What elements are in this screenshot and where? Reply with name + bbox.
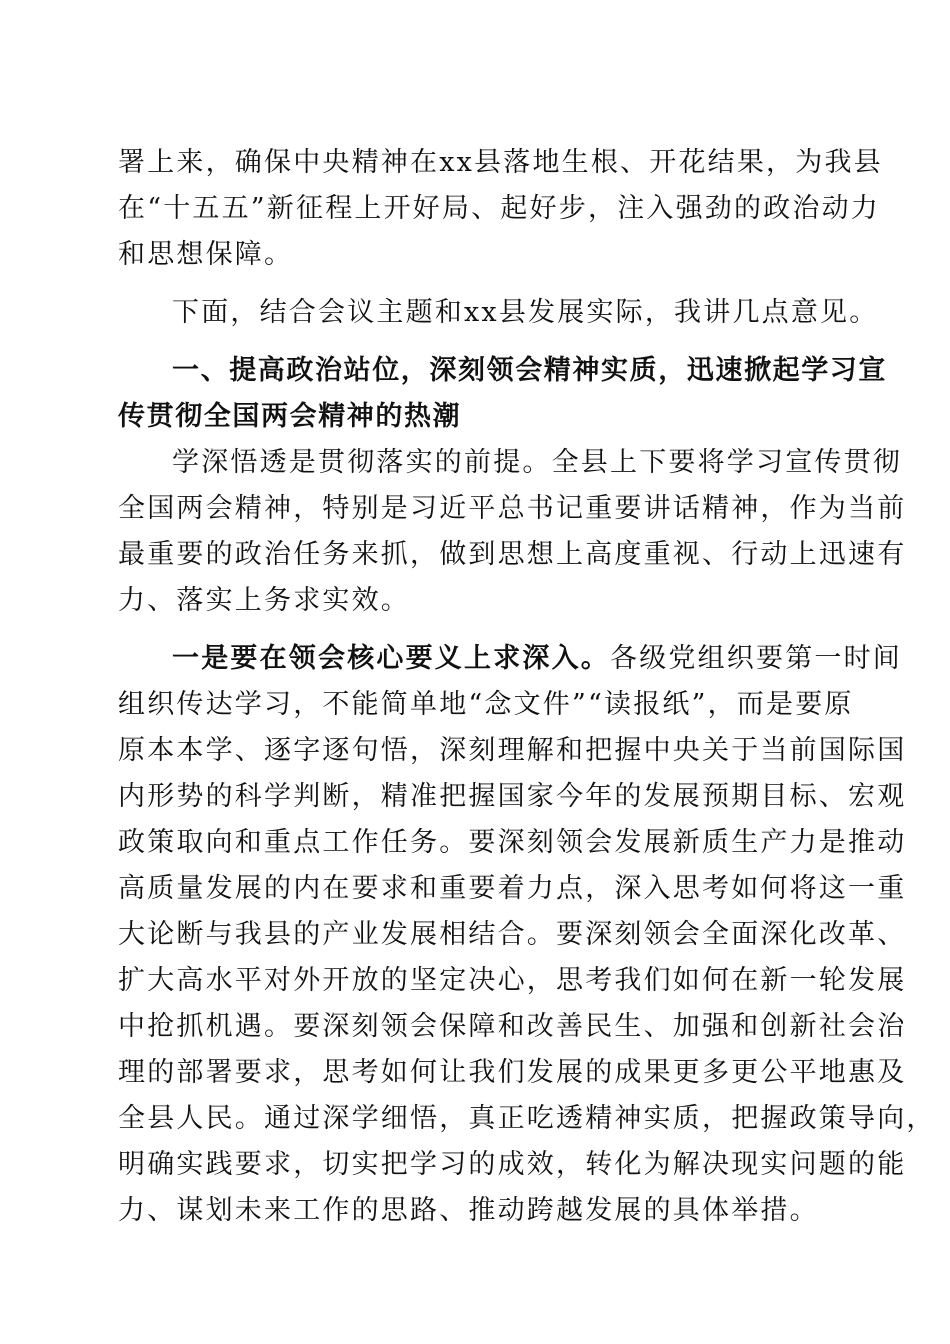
point-line: 力、谋划未来工作的思路、推动跨越发展的具体举措。 [118,1195,819,1226]
point-line: 中抢抓机遇。要深刻领会保障和改善民生、加强和创新社会治 [118,1011,907,1042]
point-line: 原本本学、逐字逐句悟，深刻理解和把握中央关于当前国际国 [118,735,907,766]
point-line: 大论断与我县的产业发展相结合。要深刻领会全面深化改革、 [118,919,907,950]
section-paragraph-line: 学深悟透是贯彻落实的前提。全县上下要将学习宣传贯彻 [172,447,902,478]
section-paragraph-line: 全国两会精神，特别是习近平总书记重要讲话精神，作为当前 [118,493,907,524]
point-lead: 一是要在领会核心要义上求深入。 [172,643,610,674]
section-paragraph-line: 力、落实上务求实效。 [118,585,410,616]
intro-line: 署上来，确保中央精神在xx县落地生根、开花结果，为我县 [118,147,883,178]
intro-line: 和思想保障。 [118,239,294,270]
transition-sentence: 下面，结合会议主题和xx县发展实际，我讲几点意见。 [172,297,879,328]
point-line: 全县人民。通过深学细悟，真正吃透精神实质，把握政策导向， [118,1103,936,1134]
point-first-rest: 各级党组织要第一时间 [610,643,902,674]
point-line: 政策取向和重点工作任务。要深刻领会发展新质生产力是推动 [118,827,907,858]
point-line: 理的部署要求，思考如何让我们发展的成果更多更公平地惠及 [118,1057,907,1088]
intro-line: 在“十五五”新征程上开好局、起好步，注入强劲的政治动力 [118,193,881,224]
document-body [118,140,936,1234]
section-paragraph-line: 最重要的政治任务来抓，做到思想上高度重视、行动上迅速有 [118,539,907,570]
point-line: 扩大高水平对外开放的坚定决心，思考我们如何在新一轮发展 [118,965,907,996]
section-heading-line: 一、提高政治站位，深刻领会精神实质，迅速掀起学习宣 [172,355,887,386]
point-line: 明确实践要求，切实把学习的成效，转化为解决现实问题的能 [118,1149,907,1180]
point-line: 组织传达学习，不能简单地“念文件”“读报纸”，而是要原 [118,689,854,720]
point-line: 高质量发展的内在要求和重要着力点，深入思考如何将这一重 [118,873,907,904]
point-first-line [118,636,902,682]
point-line: 内形势的科学判断，精准把握国家今年的发展预期目标、宏观 [118,781,907,812]
section-heading-line: 传贯彻全国两会精神的热潮 [118,401,462,432]
